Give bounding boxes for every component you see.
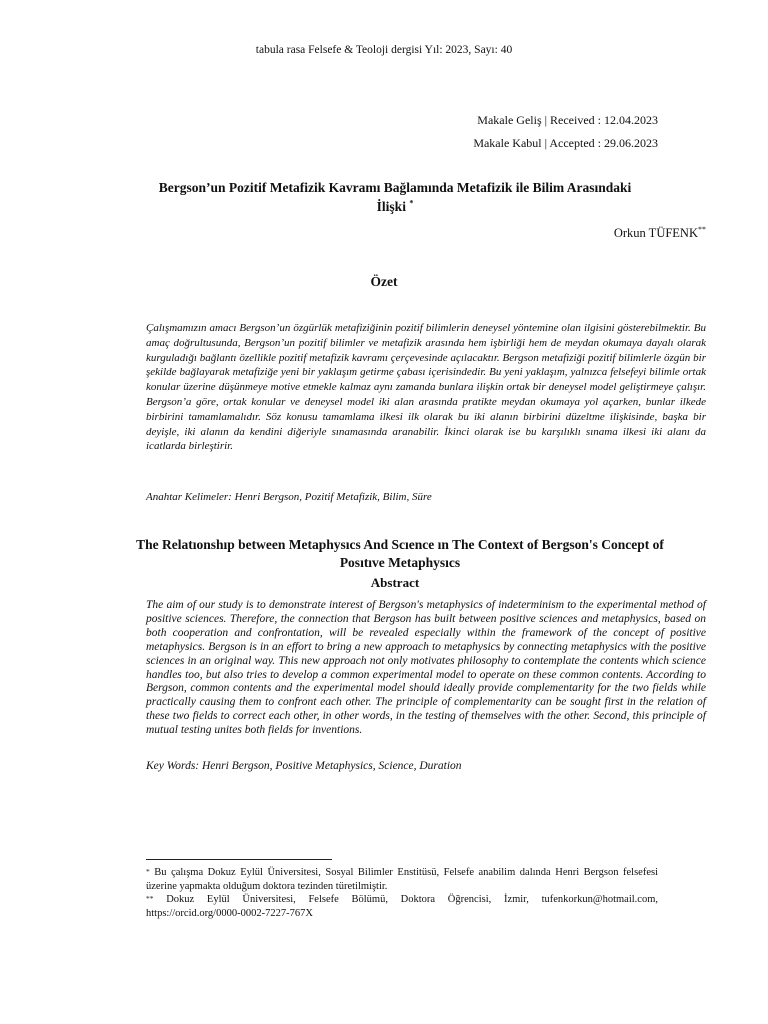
author-footnote-marker: ** [698,224,706,234]
title-footnote-marker: * [409,198,414,208]
abstract-heading: Abstract [370,575,420,590]
accepted-date: Makale Kabul | Accepted : 29.06.2023 [473,136,658,150]
abstract-paragraph: The aim of our study is to demonstrate interest of Bergson's metaphysics of indeterminism to the experimental method of positive sciences. Therefore, the connection that Bergson has built between positive sciences and metaphysics, based on both cooperation and confrontation, will be revealed especially within the framework of the concept of positive metaphysics. Bergson is in an effort to bring a new approach to metaphysics by connecting metaphysics with the positive sciences in an original way. This new approach not only motivates philosophy to contemplate the contents which science handles too, but also tries to develop a common experimental model to operate on these common contents. According to Bergson, common contents and the experimental model should ideally provide complementarity for the two fields while practically causing them to confront each other. The principle of complementarity can be sought first in the relation of these two fields to correct each other, in other words, in the testing of themselves with the other. Second, this principle of mutual testing unites both fields for inventions. [146,599,706,737]
footnote-2-marker: ** [146,894,154,903]
ozet-paragraph: Çalışmamızın amacı Bergson’un özgürlük metafiziğinin pozitif bilimlerin deneysel yöntemine olan ilgisini gösterebilmektir. Bu amaç doğrultusunda, Bergson’un pozitif bilimler ve metafizik arasında hem işbirliği hem de meydan okumaya dayalı olarak kurguladığı bağlantı özellikle pozitif metafizik kavramı çerçevesinde açılacaktır. Bergson metafiziği pozitif bilimlerle özgün bir şekilde bağlayarak metafiziğe yeni bir yaklaşım getirme çabası içerisindedir. Bu yeni yaklaşım, yalnızca felsefeyi bilimle ortak konular üzerine düşünmeye motive etmekle kalmaz aynı zamanda bunlara ilişkin ortak bir deneysel model geliştirmeye çalışır. Bergson’a göre, ortak konular ve deneysel model iki alan arasında pratikte meydan okumaya yol açarken, bunlar ilkede birbirini tamamlamalıdır. Söz konusu tamamlama ilkesi ilk olarak bu iki alanın birbirini düzeltme ilişkisinde, başka bir deyişle, iki alanın da kendini diğeriyle sınamasında aranabilir. İkinci olarak ise bu karşılıklı sınama ilkesi iki alanı da icatlarda birleştirir. [146,322,706,453]
title-english: The Relatıonshıp between Metaphysıcs And Scıence ın The Context of Bergson's Concept of Posıtıve Metaphysıcs [136,537,664,570]
footnote-1-marker: * [146,867,150,876]
footnote-1-text: Bu çalışma Dokuz Eylül Üniversitesi, Sosyal Bilimler Enstitüsü, Felsefe anabilim dalında Henri Bergson felsefesi üzerine yapmakta olduğum doktora tezinden türetilmiştir. [146,867,658,892]
title-turkish [150,178,640,216]
ozet-heading: Özet [370,274,398,289]
anahtar-kelimeler: Anahtar Kelimeler: Henri Bergson, Pozitif Metafizik, Bilim, Süre [146,491,432,503]
footnotes [146,866,658,920]
author [614,226,706,241]
running-header: tabula rasa Felsefe & Teoloji dergisi Yıl: 2023, Sayı: 40 [255,44,513,56]
title-turkish-text: Bergson’un Pozitif Metafizik Kavramı Bağlamında Metafizik ile Bilim Arasındaki İlişki [158,180,632,214]
footnote-2 [146,893,658,920]
footnote-divider [146,859,332,860]
footnote-1 [146,866,658,893]
footnote-2-text: Dokuz Eylül Üniversitesi, Felsefe Bölümü, Doktora Öğrencisi, İzmir, tufenkorkun@hotmail.com, https://orcid.org/0000-0002-7227-767X [146,894,658,919]
received-date: Makale Geliş | Received : 12.04.2023 [477,113,658,127]
key-words: Key Words: Henri Bergson, Positive Metaphysics, Science, Duration [146,760,462,772]
author-name: Orkun TÜFENK [613,226,698,240]
